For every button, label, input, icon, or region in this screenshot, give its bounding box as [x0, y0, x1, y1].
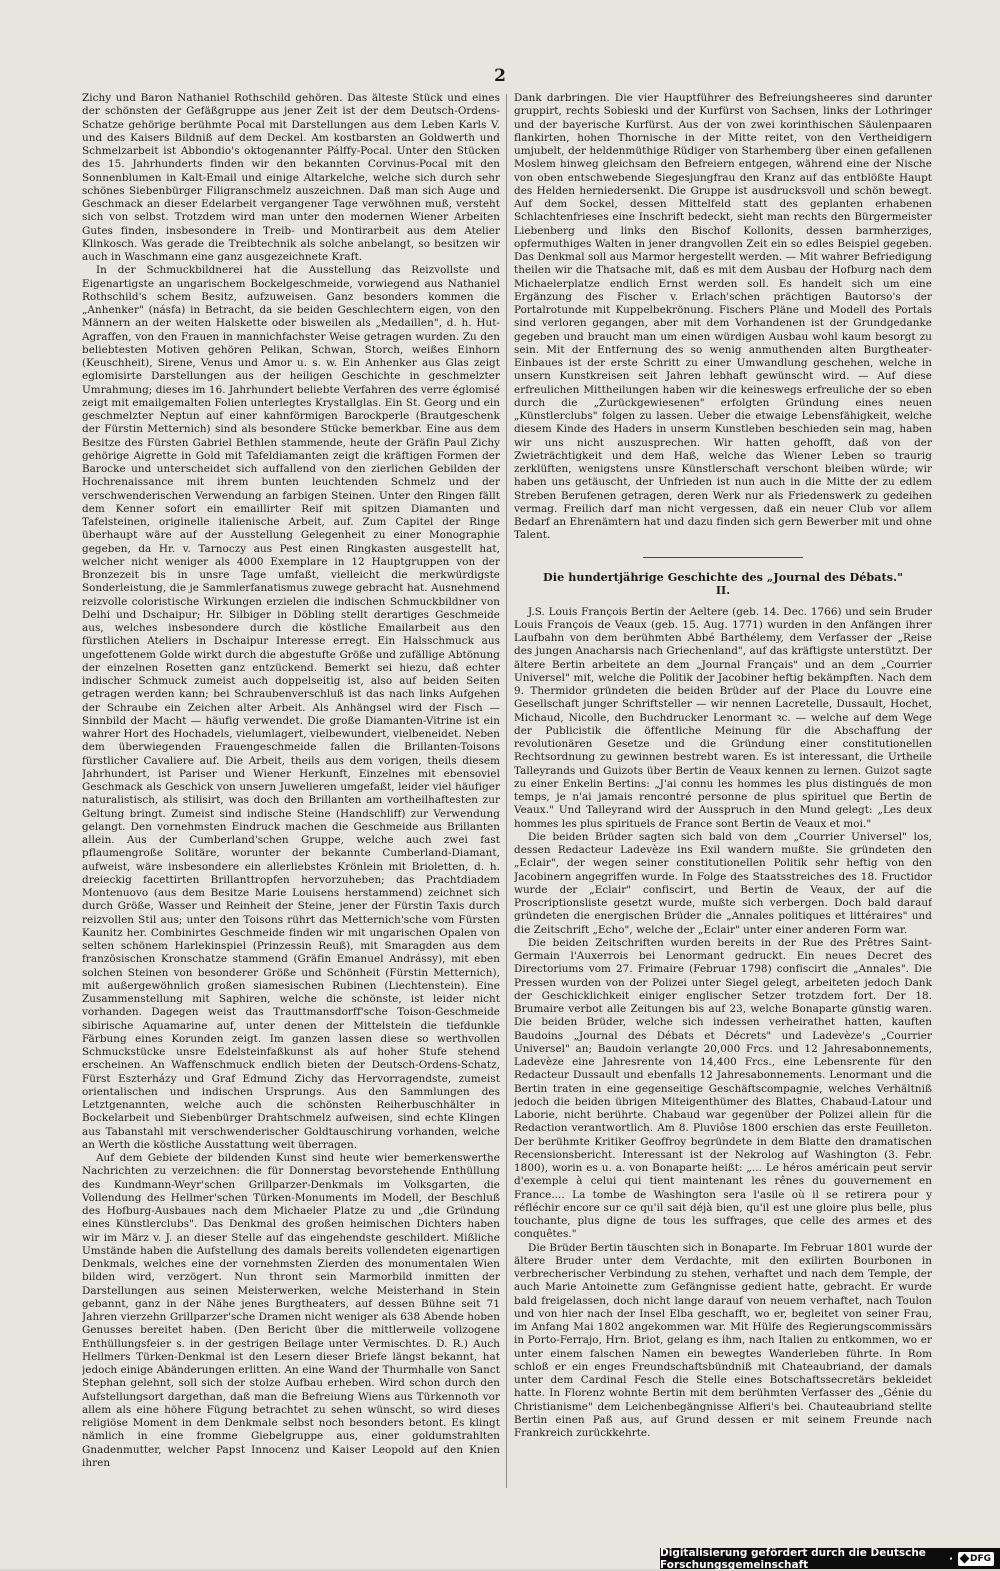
article-separator [643, 557, 803, 558]
page-number: 2 [494, 66, 506, 86]
article-paragraph-1: J.S. Louis François Bertin der Aeltere (geb. 14. Dec. 1766) und sein Bruder Louis François de Veaux (geb. 15. Aug. 1771) wurden in den Anfängen ihrer Laufbahn von dem berühmten Abbé Barthélemy, dem Verfasser der „Reise des jungen Anacharsis nach Griechenland", auf das kräftigste unterstützt. Der ältere Bertin arbeitete an dem „Journal Français" und an dem „Courrier Universel" mit, welche die Politik der Jacobiner heftig bekämpften. Nach dem 9. Thermidor gründeten die beiden Brüder auf der Place du Louvre eine Gesellschaft junger Schriftsteller — wir nennen Lacretelle, Dussault, Hochet, Michaud, Nicolle, den Buchdrucker Lenormant ꝛc. — welche auf dem Wege der Publicistik die öffentliche Meinung für die Abschaffung der revolutionären Gesetze und die Gründung einer constitutionellen Rechtsordnung zu gewinnen bestrebt waren. Es ist interessant, die Urtheile Talleyrands und Guizots über Bertin de Veaux kennen zu lernen. Guizot sagte zu einer Enkelin Bertins: „J'ai connu les hommes les plus distingués de mon temps, je n'ai jamais rencontré personne de plus spirituel que Bertin de Veaux." Und Talleyrand wird der Ausspruch in den Mund gelegt: „Les deux hommes les plus spirituels de France sont Bertin de Veaux et moi." [514, 605, 932, 830]
article-title: Die hundertjährige Geschichte des „Journal des Débats." [543, 569, 903, 584]
left-paragraph-1: Zichy und Baron Nathaniel Rothschild gehören. Das älteste Stück und eines der schönsten der Gefäßgruppe aus jener Zeit ist der dem Deutsch-Ordens-Schatze gehörige berühmte Pocal mit Darstellungen aus dem Leben Karls V. und des Kaisers Bildniß auf dem Deckel. Am kostbarsten an Goldwerth und Schmelzarbeit ist Abbondio's oktogenannter Pálffy-Pocal. Unter den Stücken des 15. Jahrhunderts finden wir den bekannten Corvinus-Pocal mit den Sonnenblumen in Kalt-Email und einige Altarkelche, welche sich durch sehr schönes Siebenbürger Filigranschmelz auszeichnen. Daß man sich Auge und Geschmack an dieser Edelarbeit vergangener Tage verwöhnen muß, versteht sich von selbst. Trotzdem wird man unter den modernen Wiener Arbeiten Gutes finden, insbesondere in Treib- und Montirarbeit aus dem Atelier Klinkosch. Was gerade die Treibtechnik als solche anbelangt, so besitzen wir auch in Waschmann eine ganz ausgezeichnete Kraft. [82, 92, 500, 263]
column-divider [506, 94, 507, 1488]
left-column [82, 92, 500, 1502]
right-paragraph-1: Dank darbringen. Die vier Hauptführer des Befreiungsheeres sind darunter gruppirt, rechts Sobieski und der Kurfürst von Sachsen, links der Lothringer und der bayerische Kurfürst. Aus der von zwei korinthischen Säulenpaaren flankirten, hohen Thornische in der Mitte reitet, von den Vertheidigern umjubelt, der heldenmüthige Rüdiger von Starhemberg über einen gefallenen Moslem hinweg gleichsam den Befreiern entgegen, während eine der Nische von oben entschwebende Siegesjungfrau den Kranz auf das entblößte Haupt des Helden herniedersenkt. Die Gruppe ist ausdrucksvoll und schön bewegt. Auf dem Sockel, dessen Mittelfeld statt des geplanten erhabenen Schlachtenfrieses eine Inschrift bedeckt, sieht man rechts den Bürgermeister Liebenberg und links den Bischof Kollonits, dessen barmherziges, opfermuthiges Walten in jener drangvollen Zeit ein so edles Beispiel gegeben. Das Denkmal soll aus Marmor hergestellt werden. — Mit wahrer Befriedigung theilen wir die Thatsache mit, daß es mit dem Ausbau der Hofburg nach dem Michaelerplatze endlich Ernst werden soll. Es handelt sich um eine Ergänzung des Fischer v. Erlach'schen prächtigen Bautorso's der Portalrotunde mit Kuppelbekrönung. Fischers Pläne und Modell des Portals sind verloren gegangen, aber mit dem Vorhandenen ist der Grundgedanke gegeben und braucht man um einen würdigen Ausbau wohl kaum besorgt zu sein. Mit der Entfernung des so wenig anmuthenden alten Burgtheater-Einbaues ist der erste Schritt zu einer Umwandlung geschehen, welche in unsern Kunstkreisen seit Jahren lebhaft gewünscht wird. — Auf diese erfreulichen Mittheilungen haben wir die keineswegs erfreuliche der so eben durch die „Zurückgewiesenen" erfolgten Gründung eines neuen „Künstlerclubs" folgen zu lassen. Ueber die etwaige Lebensfähigkeit, welche diesem Kinde des Haders in unserm Kunstleben beschieden sein mag, haben wir uns nicht auszusprechen. Wir hatten gehofft, daß von der Zwieträchtigkeit und dem Haß, welche das Wiener Leben so traurig zerklüften, wenigstens unsre Künstlerschaft verschont bleiben würde; wir haben uns getäuscht, der Unfrieden ist nun auch in die Mitte der zu edlem Streben Berufenen getragen, deren Werk nur als Friedenswerk zu gedeihen vermag. Freilich darf man nicht vergessen, daß ein neuer Club vor allem Bedarf an Ehrenämtern hat und dazu finden sich gern Bewerber mit und ohne Talent. [514, 92, 932, 542]
article-paragraph-3: Die beiden Zeitschriften wurden bereits in der Rue des Prêtres Saint-Germain l'Auxerrois bei Lenormant gedruckt. Ein neues Decret des Directoriums vom 27. Frimaire (Februar 1798) confiscirt die „Annales". Die Pressen wurden von der Polizei unter Siegel gelegt, arbeiteten jedoch Dank der Geschicklichkeit einiger englischer Setzer trotzdem fort. Der 18. Brumaire verbot alle Zeitungen bis auf 23, welche Bonaparte günstig waren. Die beiden Brüder, welche sich indessen verheirathet hatten, kauften Baudoins „Journal des Débats et Décrets" und Ladevèze's „Courrier Universel" an; Baudoin verlangte 20,000 Frcs. und 12 Jahresabonnements, Ladevèze eine Jahresrente von 14,400 Frcs., eine Lebensrente für den Redacteur Dussault und ebenfalls 12 Jahresabonnements. Lenormant und die Bertin traten in eine gegenseitige Geschäftscompagnie, welches Verhältniß jedoch die beiden übrigen Miteigenthümer des Blattes, Chabaud-Latour und Laborie, nicht berührte. Chabaud war gegenüber der Polizei allein für die Redaction verantwortlich. Am 8. Pluviôse 1800 erschien das erste Feuilleton. Der berühmte Kritiker Geoffroy begründete in dem Blatte den dramatischen Recensionsbericht. Interessant ist der Nekrolog auf Washington (3. Febr. 1800), worin es u. a. von Bonaparte heißt: „... Le héros américain peut servir d'exemple à celui qui tient maintenant les rênes du gouvernement en France.... La tombe de Washington sera l'asile où il se retirera pour y réfléchir encore sur ce qu'il sait déjà bien, qu'il est une gloire plus belle, plus touchante, plus digne de tous les suffrages, que celle des armes et des conquêtes." [514, 936, 932, 1241]
article-paragraph-2: Die beiden Brüder sagten sich bald von dem „Courrier Universel" los, dessen Redacteur Ladevèze ins Exil wandern mußte. Sie gründeten den „Eclair", der wegen seiner constitutionellen Politik sehr heftig von den Jacobinern angegriffen wurde. In Folge des Staatsstreiches des 18. Fructidor wurde der „Eclair" confiscirt, und Bertin de Veaux, der auf die Proscriptionsliste gesetzt wurde, mußte sich verbergen. Doch bald darauf gründeten die energischen Brüder die „Annales politiques et littéraires" und die Zeitschrift „Echo", welche der „Eclair" unter einer anderen Form war. [514, 830, 932, 936]
digitization-credit-bar [660, 1548, 1000, 1569]
dfg-logo-text: DFG [969, 1553, 991, 1564]
article-paragraph-4: Die Brüder Bertin täuschten sich in Bonaparte. Im Februar 1801 wurde der ältere Bruder unter dem Verdachte, mit den exilirten Bourbonen in verbrecherischer Verbindung zu stehen, verhaftet und nach dem Temple, der auch Marie Antoinette zum Gefängnisse gedient hatte, gebracht. Er wurde bald freigelassen, doch nicht lange darauf von neuem verhaftet, nach Toulon und von hier nach der Insel Elba geschafft, wo er, begleitet von seiner Frau, im Anfang Mai 1802 angekommen war. Mit Hülfe des Regierungscommissärs in Porto-Ferrajo, Hrn. Briot, gelang es ihm, nach Italien zu entkommen, wo er unter einem falschen Namen ein bewegtes Wanderleben führte. In Rom schloß er ein enges Freundschaftsbündniß mit Chateaubriand, der damals unter dem Cardinal Fesch die Stelle eines Botschaftssecretärs bekleidet hatte. In Florenz wohnte Bertin mit dem berühmten Verfasser des „Génie du Christianisme" dem Leichenbegängnisse Alfieri's bei. Chauteaubriand stellte Bertin einen Paß aus, auf Grund dessen er mit seinem Freunde nach Frankreich zurückkehrte. [514, 1241, 932, 1439]
separator-dot: · [948, 1552, 953, 1565]
dfg-logo-icon [958, 1552, 994, 1566]
right-column [514, 92, 932, 1502]
left-paragraph-3: Auf dem Gebiete der bildenden Kunst sind heute wier bemerkenswerthe Nachrichten zu verzeichnen: die für Donnerstag bevorstehende Enthüllung des Kundmann-Weyr'schen Grillparzer-Denkmals im Volksgarten, die Vollendung des Hellmer'schen Türken-Monuments im Modell, der Beschluß des Hofburg-Ausbaues nach dem Michaeler Platze zu und „die Gründung eines Künstlerclubs". Das Denkmal des großen heimischen Dichters haben wir im März v. J. an dieser Stelle auf das eingehendste geschildert. Mißliche Umstände haben die Aufstellung des damals bereits vollendeten eigenartigen Denkmals, welches eine der vornehmsten Zierden des monumentalen Wien bilden wird, verzögert. Nun thront sein Marmorbild inmitten der Darstellungen aus seinen Meisterwerken, welche Meisterhand in Stein gebannt, ganz in der Nähe jenes Burgtheaters, auf dessen Bühne seit 71 Jahren vierzehn Grillparzer'sche Dramen nicht weniger als 638 Abende hoben Genusses bereitet haben. (Den Bericht über die mittlerweile vollzogene Enthüllungsfeier s. in der gestrigen Beilage unter Vermischtes. D. R.) Auch Hellmers Türken-Denkmal ist den Lesern dieser Briefe längst bekannt, hat jedoch einige Abänderungen erlitten. An eine Wand der Thurmhalle von Sanct Stephan gelehnt, soll sich der stolze Aufbau erheben. Wird schon durch den Aufstellungsort dargethan, daß man die Befreiung Wiens aus Türkennoth vor allem als eine höhere Fügung betrachtet zu sehen wünscht, so wird dieses religiöse Moment in dem Denkmale selbst noch besonders betont. Es klingt nämlich in eine fromme Giebelgruppe aus, einer goldumstrahlten Gnadenmutter, welcher Papst Innocenz und Kaiser Leopold auf den Knien ihren [82, 1152, 500, 1469]
digitization-credit-text: Digitalisierung gefördert durch die Deutsche Forschungsgemeinschaft [660, 1546, 926, 1571]
article-part-number: II. [715, 583, 731, 597]
left-paragraph-2: In der Schmuckbildnerei hat die Ausstellung das Reizvollste und Eigenartigste an ungarischem Bockelgeschmeide, vorwiegend aus Nathaniel Rothschild's schem Besitz, aufzuweisen. Ganz besonders kommen die „Anhenker" (násfa) in Betracht, da sie beiden Geschlechtern eigen, von den Männern an der weiten Halskette oder bisweilen als „Medaillen", d. h. Hut-Agraffen, von den Frauen in mannichfachster Weise getragen wurden. Zu den beliebtesten Motiven gehören Pelikan, Schwan, Storch, weißes Einhorn (Keuschheit), Sirene, Venus und Amor u. s. w. Ein Anhenker aus Glas zeigt eglomisirte Darstellungen aus der heiligen Geschichte in geschmelzter Umrahmung; dieses im 16. Jahrhundert beliebte Verfahren des verre églomisé zeigt mit emailgemalten Folien unterlegtes Krystallglas. Ein St. Georg und ein geschmelzter Neptun auf einer kahnförmigen Barockperle (Brautgeschenk der Fürstin Metternich) sind als besondere Stücke bemerkbar. Eine aus dem Besitze des Fürsten Gabriel Bethlen stammende, heute der Gräfin Paul Zichy gehörige Aigrette in Gold mit Tafeldiamanten zeigt die kräftigen Formen der Barocke und unterscheidet sich auffallend von den zierlichen Gebilden der Hochrenaissance mit ihrem bunten leuchtenden Schmelz und der verschwenderischen Verwendung an farbigen Steinen. Unter den Ringen fällt dem Kenner sofort ein emaillirter Reif mit spitzen Diamanten und Tafelsteinen, originelle italienische Arbeit, auf. Zum Capitel der Ringe überhaupt wäre auf der Ausstellung Gelegenheit zu einer Monographie gegeben, da Hr. v. Tarnoczy aus Pest einen Ringkasten ausgestellt hat, welcher nicht weniger als 4000 Exemplare in 12 Hauptgruppen von der Bronzezeit bis in unsre Tage umfaßt, vielleicht die merkwürdigste Sonderleistung, die je Sammlerfanatismus zuwege gebracht hat. Ausnehmend reizvolle coloristische Wirkungen erzielen die indischen Schmuckbildner von Delhi und Dschaipur; Hr. Silbiger in Döbling stellt derartiges Geschmeide aus, welches insbesondere durch die köstliche Emailarbeit aus den fürstlichen Ateliers in Dschaipur Interesse erregt. Ein Halsschmuck aus ungefottenem Golde wirkt durch die abgestufte Größe und zufällige Abtönung der einzelnen Rosetten ganz entzückend. Bemerkt sei hiezu, daß echter indischer Schmuck zumeist auch doppelseitig ist, also auf beiden Seiten getragen werden kann; bei Schraubenverschluß ist das nach links Aufgehen der Schraube ein Zeichen alter Arbeit. Als Anhängsel wird der Fisch — Sinnbild der Macht — häufig verwendet. Die große Diamanten-Vitrine ist ein wahrer Hort des Hochadels, vielumlagert, vielbewundert, vielbeneidet. Neben dem überwiegenden Frauengeschmeide fallen die Brillanten-Toisons fürstlicher Cavaliere auf. Die Arbeit, theils aus dem vorigen, theils diesem Jahrhundert, ist Pariser und Wiener Herkunft, Einzelnes mit ebensoviel Geschmack als Geschick von unsern Juwelieren umgefaßt, leider viel häufiger naturalistisch, als stilisirt, was doch den Brillanten am vortheilhaftesten zur Geltung bringt. Zumeist sind indische Steine (Handschliff) zur Verwendung gelangt. Den vornehmsten Eindruck machen die Geschmeide aus Brillanten allein. Aus der Cumberland'schen Gruppe, welche auch zwei fast pflaumengroße Solitäre, worunter der bekannte Cumberland-Diamant, aufweist, wäre insbesondere ein allerliebstes Krönlein mit Brioletten, d. h. dreieckig facettirten Brillanttropfen hervorzuheben; das Prachtdiadem Montenuovo (aus dem Besitze Marie Louisens herstammend) zeichnet sich durch Größe, Wasser und Reinheit der Steine, jener der Fürstin Taxis durch reizvollen Stil aus; unter den Toisons rührt das Metternich'sche vom Fürsten Kaunitz her. Combinirtes Geschmeide finden wir mit ungarischen Opalen von selten schönem Harlekinspiel (Prinzessin Reuß), mit Smaragden aus dem französischen Kronschatze stammend (Gräfin Emanuel Andrássy), mit eben solchen Steinen von besonderer Größe und Schönheit (Fürstin Metternich), mit außergewöhnlich großen siamesischen Rubinen (Liechtenstein). Eine Zusammenstellung mit Saphiren, welche die schönste, ist leider nicht vorhanden. Dagegen weist das Trauttmansdorff'sche Toison-Geschmeide sibirische Aquamarine auf, unter denen der Mittelstein die tiefdunkle Färbung eines Korunden zeigt. Im ganzen lassen diese so werthvollen Schmuckstücke unsre Edelsteinfaßkunst als auf hoher Stufe stehend erscheinen. An Waffenschmuck endlich bieten der Deutsch-Ordens-Schatz, Fürst Eszterházy und Graf Edmund Zichy das Hervorragendste, zumeist orientalischen und indischen Ursprungs. Aus den Sammlungen des Letztgenannten, welche auch die schönsten Reiherbuschhälter in Bockelarbeit und Siebenbürger Drahtschmelz aufweisen, sind echte Klingen aus Tabanstahl mit verschwenderischer Goldtauschirung vorhanden, welche an Werth die köstliche Ausstattung weit überragen. [82, 264, 500, 1151]
